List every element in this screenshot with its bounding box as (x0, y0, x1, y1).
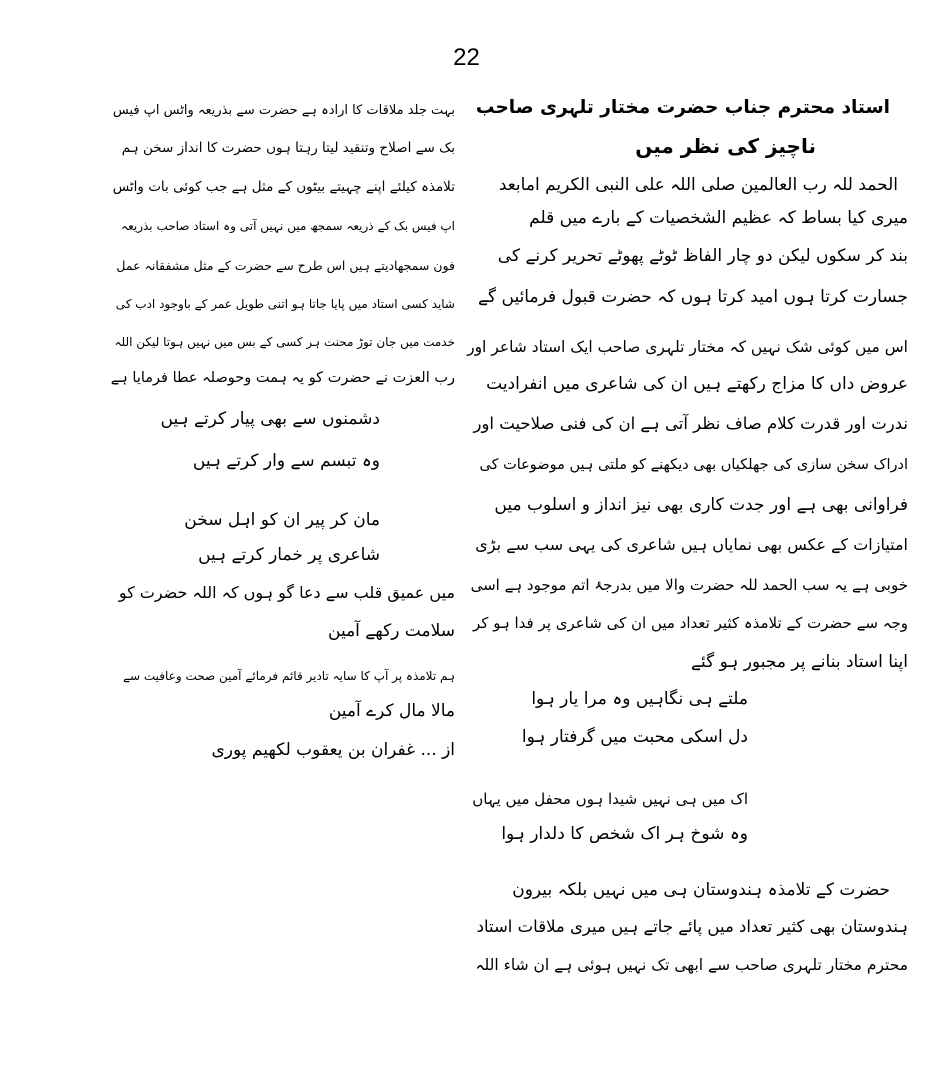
text-line: مالا مال کرے آمین (328, 701, 455, 721)
text-line: عروض داں کا مزاج رکھتے ہیں ان کی شاعری میں انفرادیت (486, 374, 908, 394)
text-line: الحمد للہ رب العالمین صلی اللہ علی النبی الکریم امابعد (498, 175, 898, 195)
text-line: اپ فیس بک کے ذریعہ سمجھ میں نہیں آتی وہ استاد صاحب بذریعہ (121, 219, 455, 233)
text-line: ہندوستان بھی کثیر تعداد میں پائے جاتے ہیں میری ملاقات استاد (476, 917, 908, 936)
page-number: 22 (453, 44, 480, 71)
text-line: تلامذہ کیلئے اپنے چہیتے بیٹوں کے مثل ہے جب کوئی بات واٹس (112, 179, 455, 195)
verse-line: ملتے ہی نگاہیں وہ مرا یار ہوا (531, 689, 748, 709)
text-line: فون سمجھادیتے ہیں اس طرح سے حضرت کے مثل مشفقانہ عمل (116, 258, 455, 273)
text-line: خدمت میں جان توڑ محنت ہر کسی کے بس میں نہیں ہوتا لیکن اللہ (114, 335, 455, 349)
text-line: رب العزت نے حضرت کو یہ ہمت وحوصلہ عطا فرمایا ہے (110, 370, 455, 386)
text-line: بک سے اصلاح وتنقید لیتا رہتا ہوں حضرت کا انداز سخن ہم (121, 140, 455, 156)
left-column (110, 0, 455, 1080)
text-line: اس میں کوئی شک نہیں کہ مختار تلہری صاحب ایک استاد شاعر اور (467, 338, 908, 356)
text-line: امتیازات کے عکس بھی نمایاں ہیں شاعری کی یہی سب سے بڑی (475, 535, 908, 554)
text-line: میں عمیق قلب سے دعا گو ہوں کہ اللہ حضرت کو (118, 583, 455, 602)
article-subtitle: ناچیز کی نظر میں (635, 134, 816, 158)
verse-line: وہ شوخ ہر اک شخص کا دلدار ہوا (501, 824, 748, 844)
verse-line: دل اسکی محبت میں گرفتار ہوا (521, 727, 748, 747)
text-line: بہت جلد ملاقات کا ارادہ ہے حضرت سے بذریعہ واٹس اپ فیس (112, 103, 455, 118)
text-line: بند کر سکوں لیکن دو چار الفاظ ٹوٹے پھوٹے تحریر کرنے کی (497, 246, 908, 266)
text-line: محترم مختار تلہری صاحب سے ابھی تک نہیں ہوئی ہے ان شاء اللہ (475, 956, 908, 974)
text-line: جسارت کرتا ہوں امید کرتا ہوں کہ حضرت قبول فرمائیں گے (478, 287, 908, 307)
text-line: خوبی ہے یہ سب الحمد للہ حضرت والا میں بدرجۂ اتم موجود ہے اسی (470, 576, 908, 594)
verse-line: وہ تبسم سے وار کرتے ہیں (192, 451, 380, 471)
text-line: حضرت کے تلامذہ ہندوستان ہی میں نہیں بلکہ بیرون (512, 880, 890, 900)
text-line: فراوانی بھی ہے اور جدت کاری بھی نیز انداز و اسلوب میں (494, 495, 908, 515)
text-line: میری کیا بساط کہ عظیم الشخصیات کے بارے میں قلم (529, 208, 908, 228)
verse-line: مان کر پیر ان کو اہل سخن (184, 510, 380, 530)
text-line: شاید کسی استاد میں پایا جاتا ہو اتنی طویل عمر کے باوجود ادب کی (115, 297, 455, 311)
text-line: ہم تلامذہ پر آپ کا سایہ تادیر قائم فرمائے آمین صحت وعافیت سے (123, 669, 455, 683)
right-column (466, 0, 908, 1080)
verse-line: شاعری پر خمار کرتے ہیں (198, 545, 380, 565)
text-line: اپنا استاد بنانے پر مجبور ہو گئے (690, 652, 908, 672)
verse-line: دشمنوں سے بھی پیار کرتے ہیں (160, 409, 380, 429)
article-title: استاد محترم جناب حضرت مختار تلہری صاحب (475, 97, 890, 118)
text-line: ندرت اور قدرت کلام صاف نظر آتی ہے ان کی فنی صلاحیت اور (473, 414, 908, 433)
text-line: ادراک سخن سازی کی جھلکیاں بھی دیکھنے کو ملتی ہیں موضوعات کی (479, 457, 908, 473)
author-signature: از ... غفران بن یعقوب لکھیم پوری (211, 740, 455, 760)
verse-line: اک میں ہی نہیں شیدا ہوں محفل میں یہاں (472, 790, 748, 808)
text-line: سلامت رکھے آمین (328, 621, 455, 641)
text-line: وجہ سے حضرت کے تلامذہ کثیر تعداد میں ان کی شاعری پر فدا ہو کر (473, 614, 908, 632)
